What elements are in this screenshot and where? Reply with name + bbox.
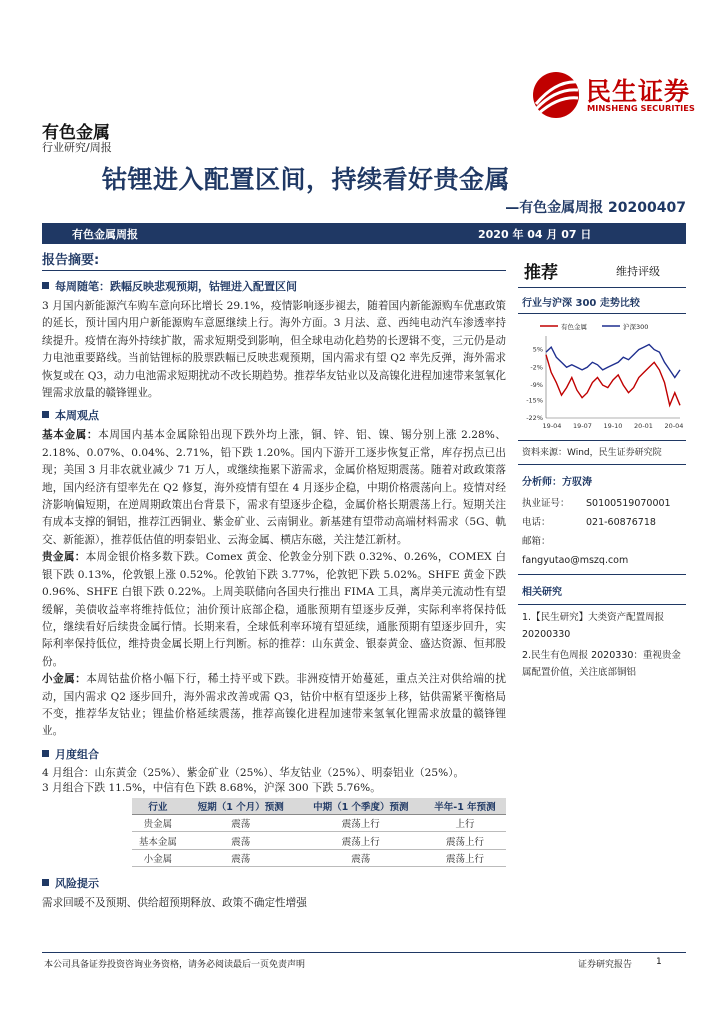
section-risk-title	[42, 875, 506, 891]
source-rule-bottom	[518, 464, 686, 465]
summary-rule	[42, 270, 506, 271]
rating-row	[518, 249, 686, 283]
x-tick-label: 19-07	[573, 422, 592, 430]
rating-note: 维持评级	[616, 265, 660, 278]
logo-name-cn: 民生证券	[586, 77, 691, 106]
rating-rule	[518, 287, 686, 288]
cert-row	[522, 494, 686, 513]
related-item-1[interactable]: 1.【民生研究】大类资产配置周报 20200330	[522, 612, 665, 640]
chart-source: 资料来源：Wind，民生证券研究院	[522, 448, 662, 458]
x-tick-label: 19-04	[542, 422, 562, 430]
source-rule	[518, 440, 686, 441]
table-header-cell: 半年-1 年预测	[424, 798, 506, 815]
footer-page-number: 1	[656, 957, 662, 967]
table-header-row	[132, 798, 506, 815]
logo-mark	[528, 70, 584, 120]
minor-metals-paragraph	[42, 671, 506, 741]
phone-row	[522, 513, 686, 532]
bullet-square-icon	[42, 879, 49, 886]
banner-date: 2020 年 04 月 07 日	[478, 228, 592, 241]
risk-body: 需求回暖不及预期、供给超预期释放、政策不确定性增强	[42, 897, 307, 910]
section-weekly-view-title	[42, 407, 506, 423]
industry-title: 有色金属	[42, 123, 110, 143]
series-line	[546, 355, 680, 406]
base-metals-paragraph	[42, 427, 506, 549]
legend-label: 沪深300	[623, 323, 649, 331]
table-header-cell: 行业	[132, 798, 184, 815]
table-header-cell: 中期（1 个季度）预测	[298, 798, 424, 815]
x-tick-label: 20-01	[634, 422, 653, 430]
related-item-2[interactable]: 2.民生有色周报 2020330：重视贵金属配置价值，关注底部铜铝	[522, 650, 681, 678]
chart-rule	[518, 313, 686, 314]
email-label: 邮箱：	[522, 536, 551, 547]
table-cell: 贵金属	[132, 814, 184, 832]
y-tick-label: -2%	[530, 363, 543, 372]
x-tick-label: 19-10	[603, 422, 623, 430]
section-title-text: 每周随笔：跌幅反映悲观预期，钴锂进入配置区间	[55, 280, 297, 293]
logo	[528, 70, 698, 120]
precious-metals-text: 本周金银价格多数下跌。Comex 黄金、伦敦金分别下跌 0.32%、0.26%，COMEX 白银下跌 0.13%，伦敦银上涨 0.52%。伦敦铂下跌 3.77%，伦敦钯下跌 5.02%。SHFE 黄金下跌 0.96%、SHFE 白银下跌 0.22%。上周美联储向各国央行推出 FIMA 工具，离岸美元流动性有望缓解，美债收益率将维持低位；油价预计底部企稳，通胀预期有望逐步反弹，实际利率将保持低位，继续看好后续贵金属行情。长期来看，全球低利率环境有望延续，通胀预期有望逐步回升，实际利率保持低位，维持贵金属长期上行判断。标的推荐：山东黄金、银泰黄金、盛达资源、恒邦股份。	[42, 551, 507, 668]
trend-chart	[518, 318, 686, 438]
sidebar	[518, 249, 686, 681]
table-row	[132, 849, 506, 867]
table-cell: 震荡	[184, 849, 298, 867]
table-cell: 震荡上行	[424, 849, 506, 867]
analyst-label: 分析师：方驭涛	[522, 477, 592, 488]
y-tick-label: 5%	[532, 345, 543, 354]
table-row	[132, 814, 506, 832]
summary-label: 报告摘要:	[42, 253, 100, 268]
y-tick-label: -9%	[530, 381, 543, 390]
section-portfolio-title	[42, 746, 506, 762]
analyst-contact	[522, 494, 686, 570]
section-title-text: 月度组合	[55, 747, 99, 761]
table-cell: 震荡上行	[298, 814, 424, 832]
analyst-rule	[518, 574, 686, 575]
forecast-table-wrap	[132, 798, 506, 868]
section-title-text: 风险提示	[55, 877, 99, 891]
section-weekly-essay-body: 3 月国内新能源汽车购车意向环比增长 29.1%，疫情影响逐步褪去，随着国内新能源购车优惠政策的延长，预计国内用户新能源购车意愿继续上行。海外方面。3 月法、意、西纯电动汽车渗透率持续提升。疫情在海外持续扩散，需求短期受到影响，但全球电动化趋势的长逻辑不变，三元仍是动力电池重要路线。当前钴锂标的股票跌幅已反映悲观预期，国内需求有望 Q2 率先反弹，海外需求恢复或在 Q3，动力电池需求短期扰动不改长期趋势。推荐华友钴业以及高镍化进程加速带来氢氧化锂需求放量的赣锋锂业。	[42, 300, 506, 400]
table-cell: 震荡	[184, 814, 298, 832]
y-tick-label: -15%	[526, 396, 543, 405]
report-category: 行业研究/周报	[42, 141, 112, 154]
bullet-square-icon	[42, 411, 49, 418]
table-header-cell: 短期（1 个月）预测	[184, 798, 298, 815]
email-value[interactable]: fangyutao@mszq.com	[522, 555, 629, 566]
table-cell: 震荡上行	[298, 832, 424, 850]
table-cell: 震荡	[298, 849, 424, 867]
footer-report-type: 证券研究报告	[578, 960, 633, 970]
phone-value: 021-60876718	[586, 517, 656, 528]
minor-metals-text: 本周钴盐价格小幅下行，稀土持平或下跌。非洲疫情开始蔓延，重点关注对供给端的扰动，国内需求 Q2 逐步回升，海外需求改善或需 Q3，钴价中枢有望逐步上移，钴供需紧平衡格局不变，推荐华友钴业；锂盐价格延续震荡，推荐高镍化进程加速带来氢氧化锂需求放量的赣锋锂业。	[42, 673, 506, 738]
base-metals-text: 本周国内基本金属除铅出现下跌外均上涨，铜、锌、铝、镍、锡分别上涨 2.28%、2.18%、0.07%、0.04%、2.71%，铅下跌 1.20%。国内下游开工逐步恢复正常，库存拐点已出现；美国 3 月非农就业减少 71 万人，或继续拖累下游需求，金属价格短期震荡。随着对政政策落地，国内经济有望率先在 Q2 修复，海外疫情有望在 4 月逐步企稳，中期价格震荡向上。疫情对经济影响偏短期，在逆周期政策出台背景下，需求有望逐步企稳，金属价格长期震荡上行。短期关注有成本支撑的铜铝，推荐江西铜业、紫金矿业、云南铜业。新基建有望带动高端材料需求（5G、軌交、新能源），推荐低估值的明泰铝业、云海金属、横店东磁，关注楚江新材。	[42, 429, 506, 546]
related-label: 相关研究	[522, 587, 562, 598]
section-weekly-essay-title	[42, 278, 506, 294]
minor-metals-label: 小金属：	[42, 673, 87, 686]
email-row	[522, 532, 686, 570]
cert-label: 执业证号：	[522, 498, 570, 509]
table-row	[132, 832, 506, 850]
y-tick-label: -22%	[526, 414, 543, 422]
page-subtitle: —有色金属周报 20200407	[505, 200, 686, 216]
logo-name-en: MINSHENG SECURITIES	[587, 103, 695, 113]
x-tick-label: 20-04	[664, 422, 684, 430]
portfolio-line-2: 3 月组合下跌 11.5%，中信有色下跌 8.68%，沪深 300 下跌 5.76%。	[42, 781, 381, 794]
banner-label: 有色金属周报	[72, 228, 138, 241]
table-cell: 上行	[424, 814, 506, 832]
rating-label: 推荐	[524, 263, 558, 283]
table-cell: 震荡	[184, 832, 298, 850]
bullet-square-icon	[42, 750, 49, 757]
forecast-table	[132, 798, 506, 868]
phone-label: 电话：	[522, 517, 551, 528]
bullet-square-icon	[42, 282, 49, 289]
footer-disclaimer: 本公司具备证券投资咨询业务资格，请务必阅读最后一页免责声明	[44, 960, 306, 970]
table-cell: 小金属	[132, 849, 184, 867]
section-title-text: 本周观点	[55, 409, 99, 423]
page-title: 钴锂进入配置区间，持续看好贵金属	[102, 165, 511, 194]
main-column	[42, 249, 506, 913]
related-rule	[518, 604, 686, 605]
base-metals-label: 基本金属：	[42, 429, 99, 442]
table-cell: 基本金属	[132, 832, 184, 850]
chart-title: 行业与沪深 300 走势比较	[522, 298, 640, 309]
legend-label: 有色金属	[561, 323, 587, 331]
table-cell: 震荡上行	[424, 832, 506, 850]
cert-value: S0100519070001	[586, 498, 671, 509]
precious-metals-paragraph	[42, 549, 506, 671]
portfolio-line-1: 4 月组合：山东黄金（25%）、紫金矿业（25%）、华友钴业（25%）、明泰铝业（25%）。	[42, 766, 465, 779]
precious-metals-label: 贵金属：	[42, 551, 86, 564]
footer-rule	[42, 952, 686, 953]
